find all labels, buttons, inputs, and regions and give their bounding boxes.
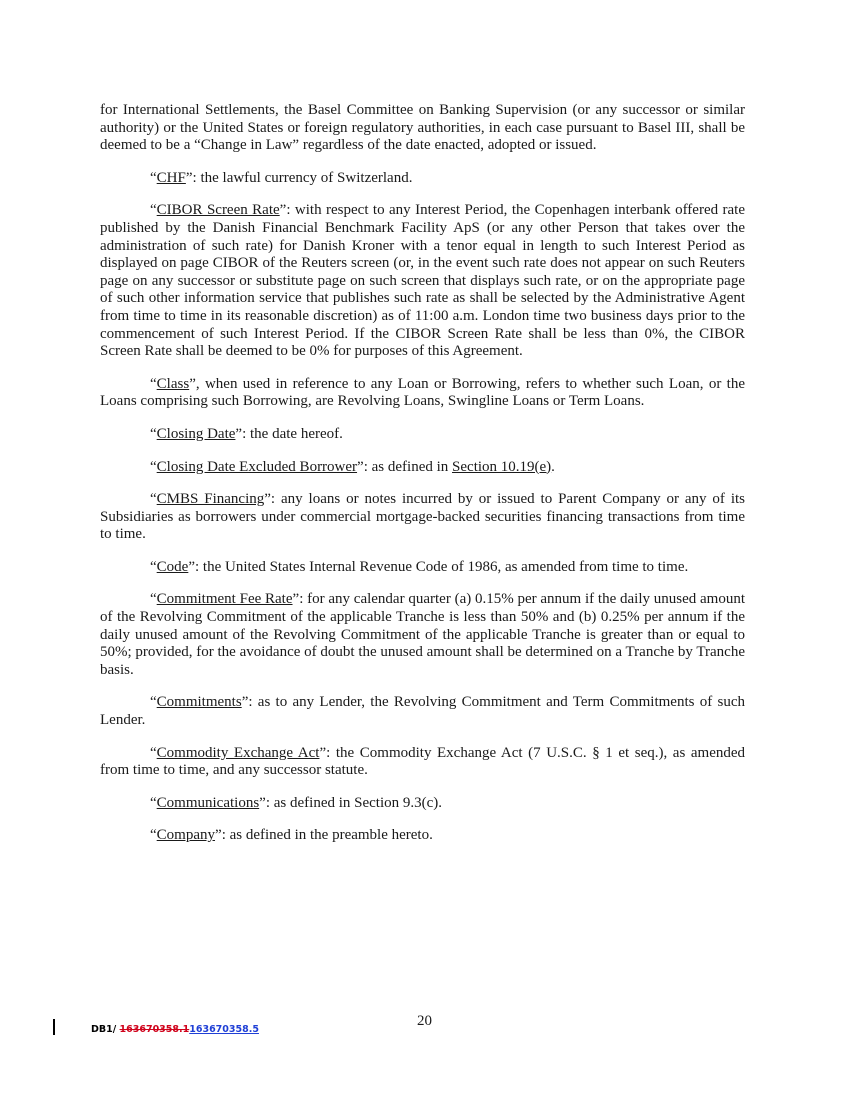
- definition-closing-date-excluded-borrower: “Closing Date Excluded Borrower”: as defined in Section 10.19(e).: [150, 458, 555, 475]
- defined-term: Commodity Exchange Act: [156, 744, 320, 761]
- change-bar: [53, 1019, 55, 1035]
- definition-company: “Company”: as defined in the preamble hereto.: [150, 827, 433, 844]
- definition-chf: “CHF”: the lawful currency of Switzerland.: [150, 169, 413, 186]
- definition-commitments: “Commitments”: as to any Lender, the Revolving Commitment and Term Commitments of such Lender.: [100, 694, 745, 729]
- section-reference: Section 10.19(e): [452, 458, 552, 475]
- defined-term: Company: [156, 827, 216, 844]
- definition-code: “Code”: the United States Internal Revenue Code of 1986, as amended from time to time.: [150, 558, 689, 575]
- defined-term: Communications: [156, 794, 260, 811]
- definition-communications: “Communications”: as defined in Section 9.3(c).: [150, 794, 443, 811]
- defined-term: CHF: [156, 169, 186, 186]
- page-number: 20: [417, 1013, 432, 1029]
- definition-commitment-fee-rate: “Commitment Fee Rate”: for any calendar quarter (a) 0.15% per annum if the daily unused amount of the Revolving Commitment of the applicable Tranche is less than 50% and (b) 0.25% per annum if the daily unused amount of the Revolving Commitment of the applicable Tranche is greater than or equal to 50%; provided, for the avoidance of doubt the unused amount shall be determined on a Tranche by Tranche basis.: [100, 591, 745, 678]
- definition-cmbs-financing: “CMBS Financing”: any loans or notes incurred by or issued to Parent Company or any of its Subsidiaries as borrowers under commercial mortgage-backed securities financing transactions from time to time.: [100, 491, 745, 543]
- definition-closing-date: “Closing Date”: the date hereof.: [150, 425, 343, 442]
- defined-term: CMBS Financing: [156, 491, 265, 508]
- defined-term: Code: [156, 558, 189, 575]
- defined-term: CIBOR Screen Rate: [156, 202, 280, 219]
- defined-term: Class: [156, 375, 190, 392]
- continuation-paragraph: for International Settlements, the Basel Committee on Banking Supervision (or any successor or similar authority) or the United States or foreign regulatory authorities, in each case pursuant to Basel III, shall be deemed to be a “Change in Law” regardless of the date enacted, adopted or issued.: [100, 102, 745, 154]
- document-id-new: 163670358.5: [189, 1024, 259, 1035]
- definition-commodity-exchange-act: “Commodity Exchange Act”: the Commodity Exchange Act (7 U.S.C. § 1 et seq.), as amended from time to time, and any successor statute.: [100, 744, 746, 779]
- defined-term: Closing Date: [156, 425, 236, 442]
- definitions-body: [100, 102, 745, 860]
- defined-term: Closing Date Excluded Borrower: [156, 458, 358, 475]
- defined-term: Commitments: [156, 694, 242, 711]
- definition-class: “Class”, when used in reference to any Loan or Borrowing, refers to whether such Loan, or the Loans comprising such Borrowing, are Revolving Loans, Swingline Loans or Term Loans.: [100, 375, 745, 410]
- document-id-old: 163670358.1: [119, 1024, 190, 1035]
- defined-term: Commitment Fee Rate: [156, 591, 293, 608]
- document-id: DB1/ 163670358.1163670358.5: [91, 1024, 259, 1035]
- definition-cibor-screen-rate: “CIBOR Screen Rate”: with respect to any Interest Period, the Copenhagen interbank offered rate published by the Danish Financial Benchmark Facility ApS (or any other Person that takes over the administration of such rate) for Danish Kroner with a tenor equal in length to such Interest Period as displayed on page CIBOR of the Reuters screen (or, in the event such rate does not appear on such Reuters page on any successor or substitute page on such screen that displays such rate, or on the appropriate page of such other information service that publishes such rate as shall be selected by the Administrative Agent from time to time in its reasonable discretion) as of 11:00 a.m. London time two business days prior to the commencement of such Interest Period. If the CIBOR Screen Rate shall be less than 0%, the CIBOR Screen Rate shall be deemed to be 0% for purposes of this Agreement.: [100, 202, 746, 360]
